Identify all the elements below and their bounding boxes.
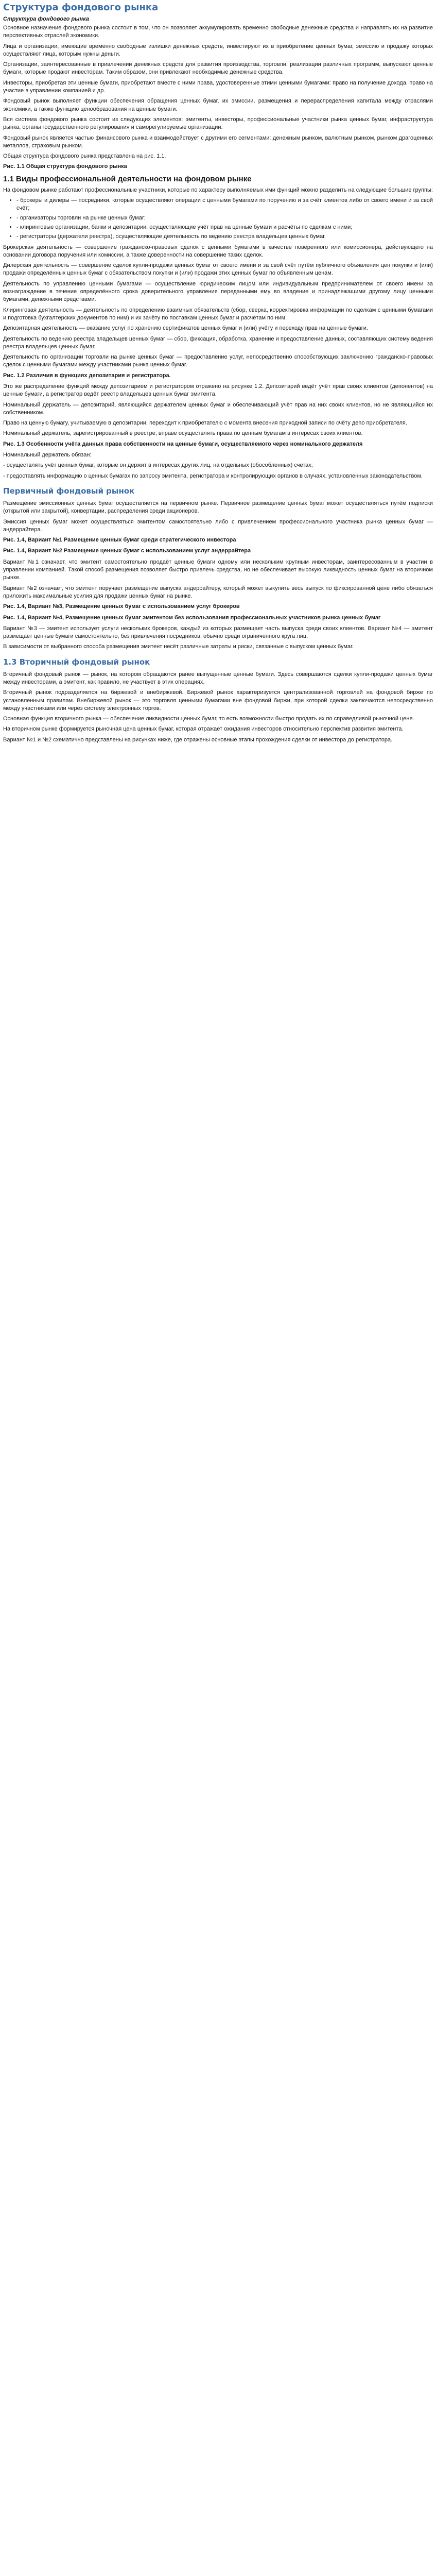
section-heading: Первичный фондовый рынок (3, 486, 135, 496)
paragraph: Номинальный держатель — депозитарий, являющийся держателем ценных бумаг и обеспечивающий учёт прав на них своих клиентов, но не являющийся их собственником. (3, 401, 433, 416)
paragraph: Брокерская деятельность — совершение гражданско-правовых сделок с ценными бумагами в качестве поверенного или комиссионера, действующего на основании договора поручения или комиссии, а также доверенности на совершение таких сделок. (3, 244, 433, 258)
figure-caption: Рис. 1.4, Вариант №2 Размещение ценных бумаг с использованием услуг андеррайтера (3, 548, 251, 554)
paragraph: Вторичный рынок подразделяется на биржевой и внебиржевой. Биржевой рынок характеризуется централизованной торговлей на фондовой бирже по установленным правилам. Внебиржевой рынок — это торговля ценными бумагами вне фондовой биржи, при которой сделки заключаются непосредственно между участниками или через систему электронных торгов. (3, 689, 433, 711)
paragraph: Вариант №1 означает, что эмитент самостоятельно продаёт ценные бумаги одному или нескольким крупным инвесторам, заинтересованным в участии в управлении компанией. Такой способ размещения позволяет быстро привлечь средства, но не обеспечивает высокую ликвидность ценных бумаг на вторичном рынке. (3, 558, 433, 581)
section-heading: 1.1 Виды профессиональной деятельности на фондовом рынке (3, 174, 252, 183)
paragraph: Деятельность по организации торговли на рынке ценных бумаг — предоставление услуг, непосредственно способствующих заключению гражданско-правовых сделок с ценными бумагами между участниками рынка ценных бумаг. (3, 354, 433, 368)
paragraph: Общая структура фондового рынка представлена на рис. 1.1. (3, 153, 166, 160)
paragraph: Клиринговая деятельность — деятельность по определению взаимных обязательств (сбор, сверка, корректировка информации по сделкам с ценными бумагами и подготовка бухгалтерских документов по ним) и их зачёту по поставкам ценных бумаг и расчётам по ним. (3, 307, 433, 321)
paragraph: Основное назначение фондового рынка состоит в том, что он позволяет аккумулировать временно свободные денежные средства и направлять их на развитие перспективных отраслей экономики. (3, 25, 433, 39)
paragraph: Деятельность по управлению ценными бумагами — осуществление юридическим лицом или индивидуальным предпринимателем от своего имени за вознаграждение в течение определённого срока доверительного управления переданными ему во владение и принадлежащими другому лицу ценными бумагами, денежными средствами. (3, 280, 433, 303)
page-title: Структура фондового рынка (3, 2, 159, 13)
paragraph: Номинальный держатель обязан: (3, 452, 92, 459)
paragraph: Номинальный держатель, зарегистрированный в реестре, вправе осуществлять права по ценным бумагам в интересах своих клиентов. (3, 430, 363, 437)
paragraph: Основная функция вторичного рынка — обеспечение ликвидности ценных бумаг, то есть возможности быстро продать их по справедливой рыночной цене. (3, 716, 414, 722)
paragraph: Инвесторы, приобретая эти ценные бумаги, приобретают вместе с ними права, удостоверенные этими ценными бумагами: право на получение дохода, право на участие в управлении компанией и др. (3, 79, 433, 94)
paragraph: Вся система фондового рынка состоит из следующих элементов: эмитенты, инвесторы, профессиональные участники рынка ценных бумаг, инфраструктура рынка, органы государственного регулирования и саморегулируемые организации. (3, 116, 433, 131)
paragraph: Право на ценную бумагу, учитываемую в депозитарии, переходит к приобретателю с момента внесения приходной записи по счёту депо приобретателя. (3, 420, 407, 427)
list-item: • - организаторы торговли на рынке ценных бумаг; (16, 214, 433, 222)
paragraph: Вторичный фондовый рынок — рынок, на котором обращаются ранее выпущенные ценные бумаги. Здесь совершаются сделки купли-продажи ценных бумаг между инвесторами, а эмитент, как правило, не участвует в этих операциях. (3, 671, 433, 685)
paragraph: Деятельность по ведению реестра владельцев ценных бумаг — сбор, фиксация, обработка, хранение и предоставление данных, составляющих систему ведения реестра владельцев ценных бумаг. (3, 335, 433, 350)
paragraph: Эмиссия ценных бумаг может осуществляться эмитентом самостоятельно либо с привлечением профессионального участника рынка ценных бумаг — андеррайтера. (3, 518, 433, 533)
figure-caption: Рис. 1.4, Вариант №1 Размещение ценных бумаг среди стратегического инвестора (3, 537, 236, 544)
paragraph: Это же распределение функций между депозитарием и регистратором отражено на рисунке 1.2. Депозитарий ведёт учёт прав своих клиентов (депонентов) на ценные бумаги, а регистратор ведёт реестр владельцев ценных бумаг эмитента. (3, 383, 433, 398)
paragraph: В зависимости от выбранного способа размещения эмитент несёт различные затраты и риски, связанные с выпуском ценных бумаг. (3, 643, 354, 650)
paragraph: На фондовом рынке работают профессиональные участники, которые по характеру выполняемых ими функций можно разделить на следующие большие группы: (3, 187, 433, 193)
figure-caption: Рис. 1.2 Различия в функциях депозитария и регистратора. (3, 372, 171, 379)
paragraph: Вариант №3 — эмитент использует услуги нескольких брокеров, каждый из которых размещает часть выпуска среди своих клиентов. Вариант №4 — эмитент размещает ценные бумаги самостоятельно, без привлечения посредников, обычно среди ограниченного круга лиц. (3, 625, 433, 640)
paragraph: Вариант №1 и №2 схематично представлены на рисунках ниже, где отражены основные этапы прохождения сделки от инвестора до регистратора. (3, 736, 393, 743)
paragraph: - осуществлять учёт ценных бумаг, которые он держит в интересах других лиц, на отдельных (обособленных) счетах; (3, 462, 313, 469)
paragraph: Организации, заинтересованные в привлечении денежных средств для развития производства, торговли, реализации различных программ, выпускают ценные бумаги, которые продают инвесторам. Таким образом, они привлекают необходимые денежные средства. (3, 61, 433, 76)
document-page (0, 0, 436, 753)
paragraph: На вторичном рынке формируется рыночная цена ценных бумаг, которая отражает ожидания инвесторов относительно перспектив развития эмитента. (3, 726, 404, 733)
figure-caption: Рис. 1.1 Общая структура фондового рынка (3, 163, 127, 170)
paragraph: Размещение эмиссионных ценных бумаг осуществляется на первичном рынке. Первичное размещение ценных бумаг может осуществляться путём подписки (открытой или закрытой), конвертации, распределения среди акционеров. (3, 500, 433, 515)
section-heading: Структура фондового рынка (3, 16, 90, 22)
paragraph: Лица и организации, имеющие временно свободные излишки денежных средств, инвестируют их в приобретение ценных бумаг, эмиссию и продажу которых осуществляют лица, которым нужны деньги. (3, 43, 433, 57)
list-item: • - регистраторы (держатели реестра), осуществляющие деятельность по ведению реестра владельцев ценных бумаг. (16, 233, 433, 241)
paragraph: Депозитарная деятельность — оказание услуг по хранению сертификатов ценных бумаг и (или) учёту и переходу прав на ценные бумаги. (3, 325, 368, 332)
list-item: • - брокеры и дилеры — посредники, которые осуществляют операции с ценными бумагами по поручению и за счёт клиентов либо от своего имени и за свой счёт; (16, 197, 433, 213)
paragraph: Дилерская деятельность — совершение сделок купли-продажи ценных бумаг от своего имени и за свой счёт путём публичного объявления цен покупки и (или) продажи определённых ценных бумаг с обязательством покупки и (или) продажи этих ценных бумаг по объявленным ценам. (3, 262, 433, 277)
figure-caption: Рис. 1.3 Особенности учёта данных права собственности на ценные бумаги, осуществляемого через номинального держателя (3, 440, 363, 447)
figure-caption: Рис. 1.4, Вариант №4, Размещение ценных бумаг эмитентом без использования профессиональных участников рынка ценных бумаг (3, 614, 381, 621)
participants-list (3, 197, 433, 241)
section-heading: 1.3 Вторичный фондовый рынок (3, 657, 150, 667)
paragraph: - предоставлять информацию о ценных бумагах по запросу эмитента, регистратора и контролирующих органов в случаях, установленных законодательством. (3, 472, 423, 479)
list-item: • - клиринговые организации, банки и депозитарии, осуществляющие учёт прав на ценные бумаги и расчёты по сделкам с ними; (16, 224, 433, 231)
paragraph: Вариант №2 означает, что эмитент поручает размещение выпуска андеррайтеру, который может выкупить весь выпуск по фиксированной цене либо обязаться приложить максимальные усилия для продажи ценных бумаг на рынке. (3, 585, 433, 599)
paragraph: Фондовый рынок выполняет функции обеспечения обращения ценных бумаг, их эмиссии, размещения и перераспределения капитала между отраслями экономики, а также функцию ценообразования на ценные бумаги. (3, 98, 433, 112)
figure-caption: Рис. 1.4, Вариант №3, Размещение ценных бумаг с использованием услуг брокеров (3, 603, 240, 610)
paragraph: Фондовый рынок является частью финансового рынка и взаимодействует с другими его сегментами: денежным рынком, валютным рынком, рынком драгоценных металлов, страховым рынком. (3, 134, 433, 149)
